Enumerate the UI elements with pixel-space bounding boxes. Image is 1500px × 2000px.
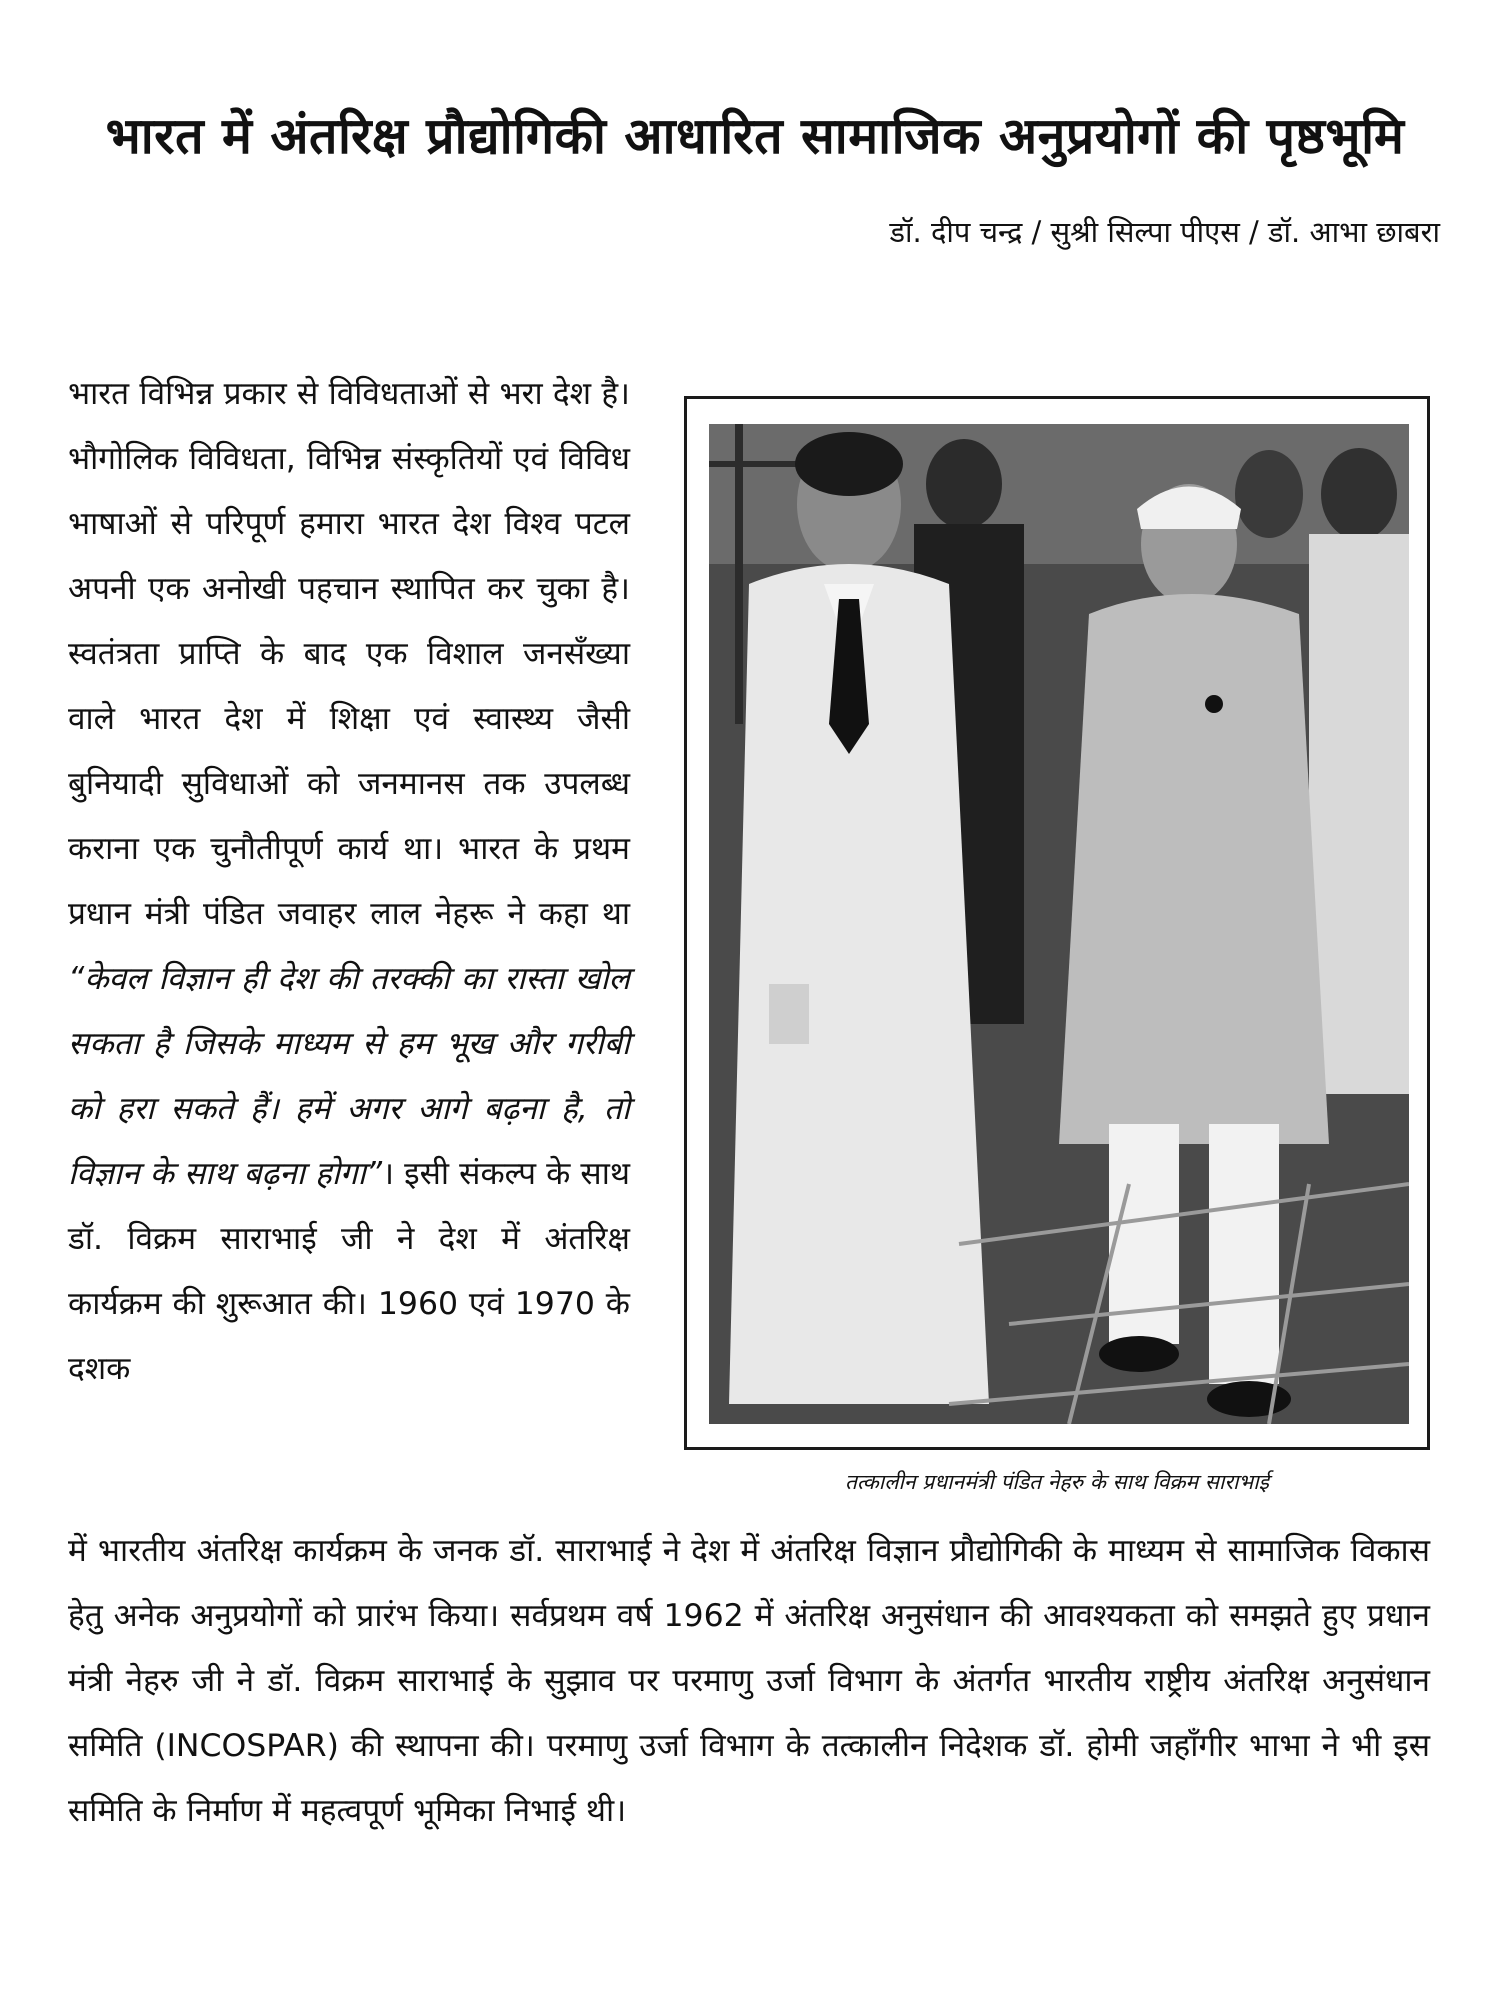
intro-paragraph — [68, 362, 630, 1402]
intro-text-continued: । इसी संकल्प के साथ डॉ. विक्रम साराभाई जी ने देश में अंतरिक्ष कार्यक्रम की शुरूआत की। 1960 एवं 1970 के दशक — [68, 1156, 630, 1387]
intro-text: भारत विभिन्न प्रकार से विविधताओं से भरा देश है। भौगोलिक विविधता, विभिन्न संस्कृतियों एवं विविध भाषाओं से परिपूर्ण हमारा भारत देश विश्व पटल अपनी एक अनोखी पहचान स्थापित कर चुका है। स्वतंत्रता प्राप्ति के बाद एक विशाल जनसँख्या वाले भारत देश में शिक्षा एवं स्वास्थ्य जैसी बुनियादी सुविधाओं को जनमानस तक उपलब्ध कराना एक चुनौतीपूर्ण कार्य था। भारत के प्रथम प्रधान मंत्री पंडित जवाहर लाल नेहरू ने कहा था — [68, 376, 630, 932]
body-paragraph: में भारतीय अंतरिक्ष कार्यक्रम के जनक डॉ. साराभाई ने देश में अंतरिक्ष विज्ञान प्रौद्योगिकी के माध्यम से सामाजिक विकास हेतु अनेक अनुप्रयोगों को प्रारंभ किया। सर्वप्रथम वर्ष 1962 में अंतरिक्ष अनुसंधान की आवश्यकता को समझते हुए प्रधान मंत्री नेहरु जी ने डॉ. विक्रम साराभाई के सुझाव पर परमाणु उर्जा विभाग के अंतर्गत भारतीय राष्ट्रीय अंतरिक्ष अनुसंधान समिति (INCOSPAR) की स्थापना की। परमाणु उर्जा विभाग के तत्कालीन निदेशक डॉ. होमी जहाँगीर भाभा ने भी इस समिति के निर्माण में महत्वपूर्ण भूमिका निभाई थी। — [68, 1533, 1430, 1829]
article-title: भारत में अंतरिक्ष प्रौद्योगिकी आधारित सामाजिक अनुप्रयोगों की पृष्ठभूमि — [105, 107, 1405, 165]
photo-figure — [684, 396, 1430, 1450]
photo-caption: तत्कालीन प्रधानमंत्री पंडित नेहरु के साथ विक्रम साराभाई — [845, 1470, 1269, 1494]
article-authors: डॉ. दीप चन्द्र / सुश्री सिल्पा पीएस / डॉ. आभा छाबरा — [889, 215, 1440, 249]
nehru-quote: “केवल विज्ञान ही देश की तरक्की का रास्ता खोल सकता है जिसके माध्यम से हम भूख और गरीबी को हरा सकते हैं। हमें अगर आगे बढ़ना है, तो विज्ञान के साथ बढ़ना होगा” — [68, 961, 630, 1192]
historic-photo — [709, 424, 1409, 1424]
